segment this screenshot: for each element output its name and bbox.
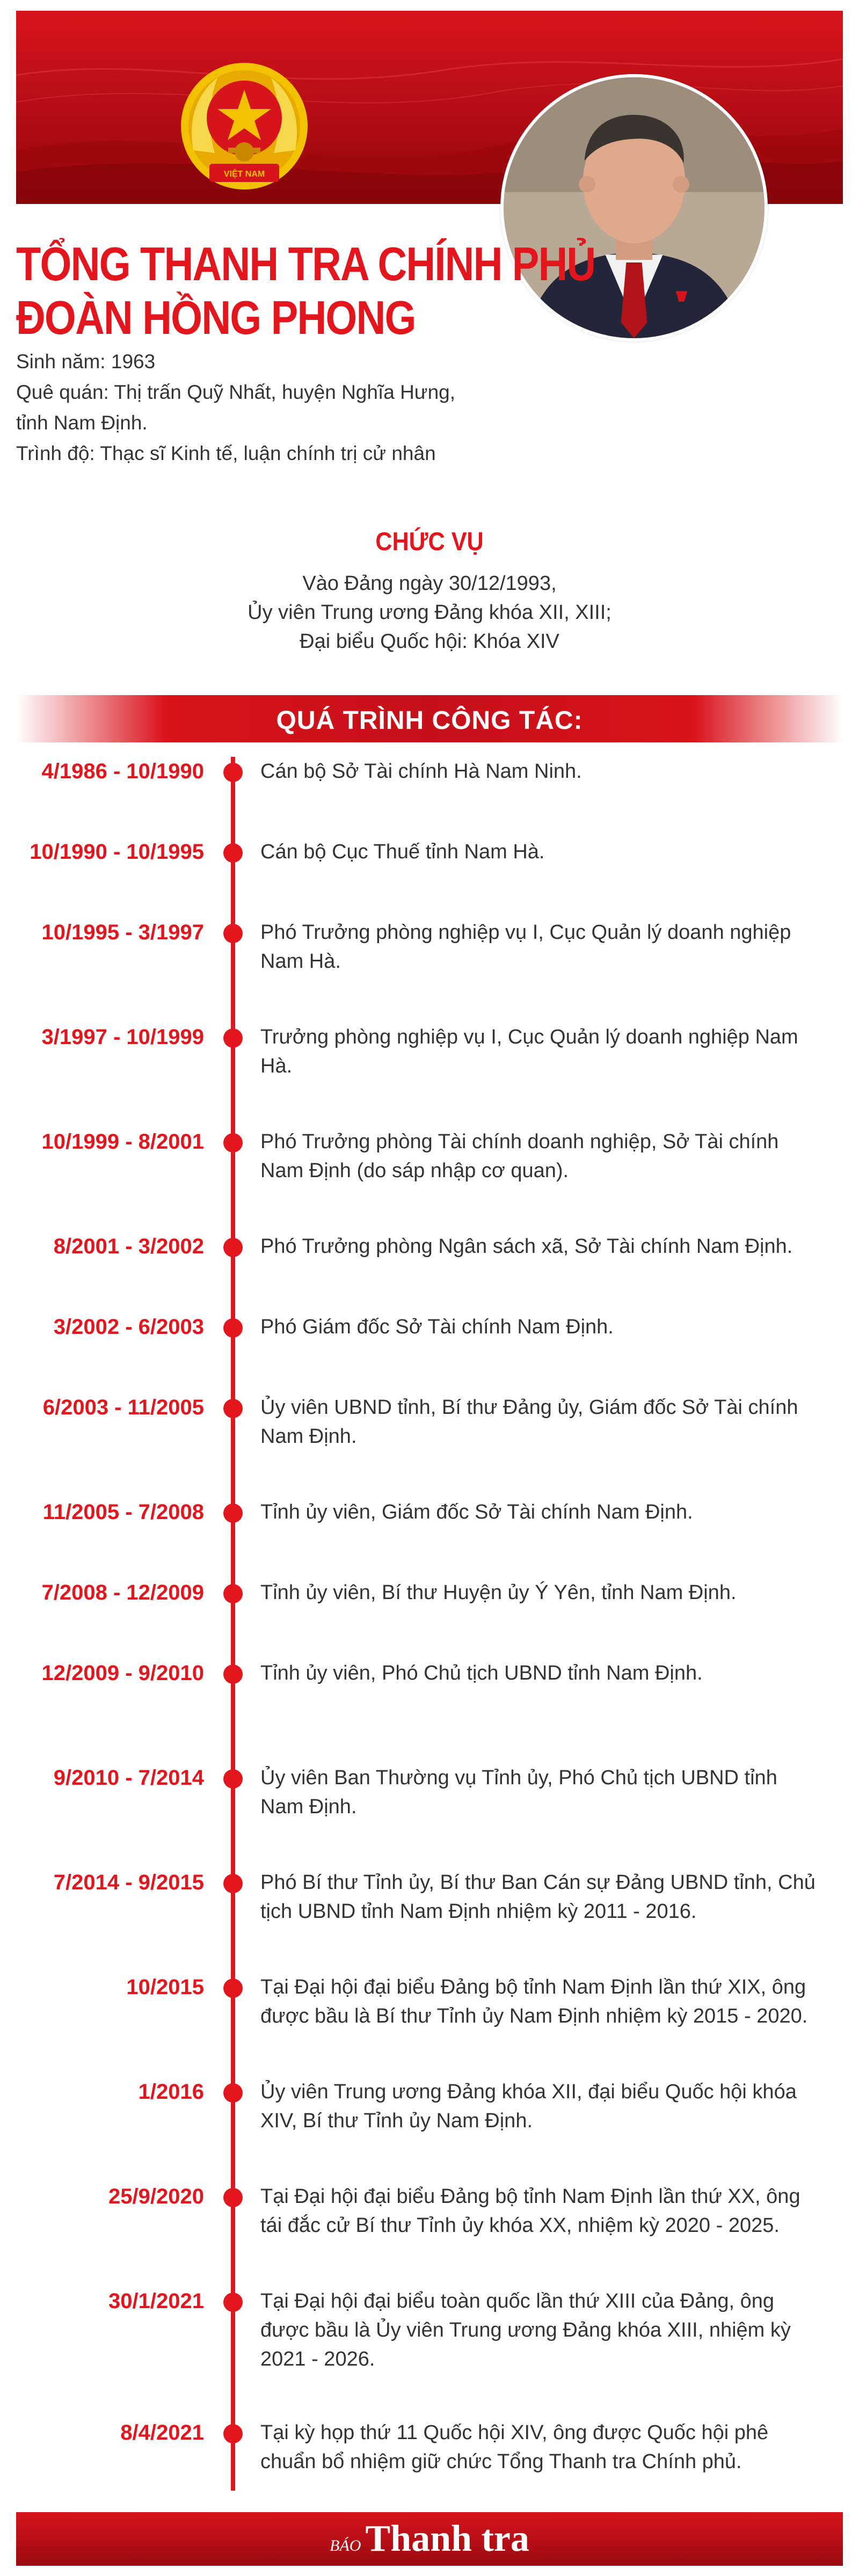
timeline-text [260,1973,824,2031]
timeline-text-line: Phó Bí thư Tỉnh ủy, Bí thư Ban Cán sự Đảng UBND tỉnh, Chủ [260,1871,816,1894]
timeline-text [260,1578,824,1607]
position-lines [0,569,859,656]
timeline-dot-icon [223,2083,243,2103]
timeline-text [260,837,824,866]
timeline-text-line: XIV, Bí thư Tỉnh ủy Nam Định. [260,2110,533,2132]
timeline-date: 7/2014 - 9/2015 [53,1871,204,1894]
timeline-text-line: tái đắc cử Bí thư Tỉnh ủy khóa XX, nhiệm kỳ 2020 - 2025. [260,2214,780,2237]
timeline-text-line: Cán bộ Cục Thuế tỉnh Nam Hà. [260,841,545,863]
brand-small-text: BÁO [330,2537,361,2555]
emblem-text: VIỆT NAM [223,170,265,179]
timeline-text [260,1127,824,1185]
timeline-date: 12/2009 - 9/2010 [41,1661,204,1685]
bio-birth: Sinh năm: 1963 [16,351,156,373]
timeline-text-line: Tại Đại hội đại biểu toàn quốc lần thứ XIII của Đảng, ông [260,2290,775,2312]
bio-education: Trình độ: Thạc sĩ Kinh tế, luận chính trị cử nhân [16,442,436,464]
timeline-text [260,1763,824,1821]
timeline-dot-icon [223,2293,243,2312]
timeline-text-line: 2021 - 2026. [260,2348,375,2370]
timeline-text-line: Cán bộ Sở Tài chính Hà Nam Ninh. [260,760,582,783]
timeline-date: 1/2016 [138,2080,204,2104]
timeline-text [260,2287,824,2374]
timeline-text-line: Phó Trưởng phòng Tài chính doanh nghiệp, Sở Tài chính [260,1130,779,1153]
career-timeline [0,757,859,2485]
timeline-text-line: Nam Định. [260,1425,357,1448]
timeline-line [231,757,235,2491]
bio-hometown-line-1: Quê quán: Thị trấn Quỹ Nhất, huyện Nghĩa Hưng, [16,381,456,403]
timeline-text [260,2182,824,2240]
timeline-dot-icon [223,1028,243,1048]
timeline-dot-icon [223,1133,243,1152]
timeline-text [260,1312,824,1341]
timeline-text-line: Nam Định (do sáp nhập cơ quan). [260,1159,569,1182]
timeline-text-line: Phó Giám đốc Sở Tài chính Nam Định. [260,1316,614,1338]
timeline-text [260,918,824,976]
timeline-text [260,2418,824,2476]
timeline-date: 10/1999 - 8/2001 [41,1130,204,1154]
timeline-date: 11/2005 - 7/2008 [42,1500,204,1524]
timeline-date: 3/1997 - 10/1999 [41,1025,204,1049]
timeline-text [260,1498,824,1527]
timeline-date: 30/1/2021 [108,2289,204,2313]
person-portrait-icon [504,77,765,338]
timeline-text [260,2077,824,2135]
timeline-text-line: Phó Trưởng phòng nghiệp vụ I, Cục Quản lý doanh nghiệp [260,921,791,944]
timeline-text-line: Tỉnh ủy viên, Phó Chủ tịch UBND tỉnh Nam Định. [260,1662,703,1684]
timeline-date: 25/9/2020 [108,2185,204,2208]
timeline-text-line: được bầu là Ủy viên Trung ương Đảng khóa XIII, nhiệm kỳ [260,2319,791,2341]
position-line: Vào Đảng ngày 30/12/1993, [302,572,557,595]
timeline-date: 9/2010 - 7/2014 [53,1766,204,1790]
timeline-date: 7/2008 - 12/2009 [41,1581,204,1604]
national-emblem-icon [172,56,317,201]
timeline-dot-icon [223,1504,243,1523]
timeline-text [260,1659,824,1688]
page-title-line-1: TỔNG THANH TRA CHÍNH PHỦ [16,237,595,290]
timeline-text-line: Tại kỳ họp thứ 11 Quốc hội XIV, ông được Quốc hội phê [260,2421,769,2444]
timeline-text-line: Nam Hà. [260,950,341,973]
timeline-dot-icon [223,1874,243,1893]
timeline-date: 8/4/2021 [120,2421,204,2444]
position-heading: CHỨC VỤ [375,528,484,556]
timeline-date: 4/1986 - 10/1990 [41,760,204,783]
timeline-text-line: Tại Đại hội đại biểu Đảng bộ tỉnh Nam Định lần thứ XIX, ông [260,1976,806,1998]
timeline-text-line: Nam Định. [260,1796,357,1818]
career-heading-bar [16,695,843,742]
timeline-text-line: Tại Đại hội đại biểu Đảng bộ tỉnh Nam Định lần thứ XX, ông [260,2185,800,2208]
timeline-text [260,1393,824,1451]
page-title-line-2: ĐOÀN HỒNG PHONG [16,291,416,344]
brand-name: Thanh tra [365,2518,529,2559]
timeline-dot-icon [223,1238,243,1257]
position-line: Đại biểu Quốc hội: Khóa XIV [300,630,559,653]
bio-block [16,346,499,469]
timeline-text-line: Trưởng phòng nghiệp vụ I, Cục Quản lý doanh nghiệp Nam [260,1026,798,1048]
timeline-date: 6/2003 - 11/2005 [42,1396,204,1419]
timeline-text-line: Ủy viên Trung ương Đảng khóa XII, đại biểu Quốc hội khóa [260,2081,797,2103]
timeline-text-line: Tỉnh ủy viên, Giám đốc Sở Tài chính Nam Định. [260,1501,693,1523]
brand-logo [16,2517,843,2560]
timeline-text [260,1868,824,1926]
timeline-dot-icon [223,843,243,863]
timeline-date: 8/2001 - 3/2002 [53,1235,204,1258]
timeline-date: 10/1995 - 3/1997 [41,921,204,944]
career-heading: QUÁ TRÌNH CÔNG TÁC: [276,706,583,735]
bio-hometown-line-2: tỉnh Nam Định. [16,412,148,434]
timeline-dot-icon [223,1584,243,1603]
timeline-text-line: Phó Trưởng phòng Ngân sách xã, Sở Tài chính Nam Định. [260,1235,793,1258]
timeline-dot-icon [223,1399,243,1418]
timeline-text-line: được bầu là Bí thư Tỉnh ủy Nam Định nhiệm kỳ 2015 - 2020. [260,2005,808,2027]
timeline-text [260,1232,824,1261]
timeline-dot-icon [223,2424,243,2443]
timeline-text-line: chuẩn bổ nhiệm giữ chức Tổng Thanh tra Chính phủ. [260,2450,742,2473]
timeline-text-line: Ủy viên UBND tỉnh, Bí thư Đảng ủy, Giám đốc Sở Tài chính [260,1396,798,1419]
timeline-text-line: tịch UBND tỉnh Nam Định nhiệm kỳ 2011 - 2016. [260,1900,697,1923]
timeline-text [260,1023,824,1081]
timeline-date: 3/2002 - 6/2003 [53,1315,204,1339]
timeline-dot-icon [223,924,243,943]
timeline-dot-icon [223,2188,243,2207]
timeline-dot-icon [223,1665,243,1684]
timeline-date: 10/2015 [126,1975,204,1999]
timeline-text-line: Ủy viên Ban Thường vụ Tỉnh ủy, Phó Chủ tịch UBND tỉnh [260,1767,777,1789]
timeline-dot-icon [223,1318,243,1338]
timeline-dot-icon [223,1769,243,1789]
timeline-dot-icon [223,763,243,782]
position-line: Ủy viên Trung ương Đảng khóa XII, XIII; [247,601,612,624]
timeline-text-line: Tỉnh ủy viên, Bí thư Huyện ủy Ý Yên, tỉnh Nam Định. [260,1581,737,1604]
portrait-photo [500,74,768,341]
timeline-text-line: Hà. [260,1055,293,1077]
timeline-date: 10/1990 - 10/1995 [30,840,204,864]
footer-banner [16,2512,843,2566]
timeline-dot-icon [223,1979,243,1998]
timeline-text [260,757,824,786]
